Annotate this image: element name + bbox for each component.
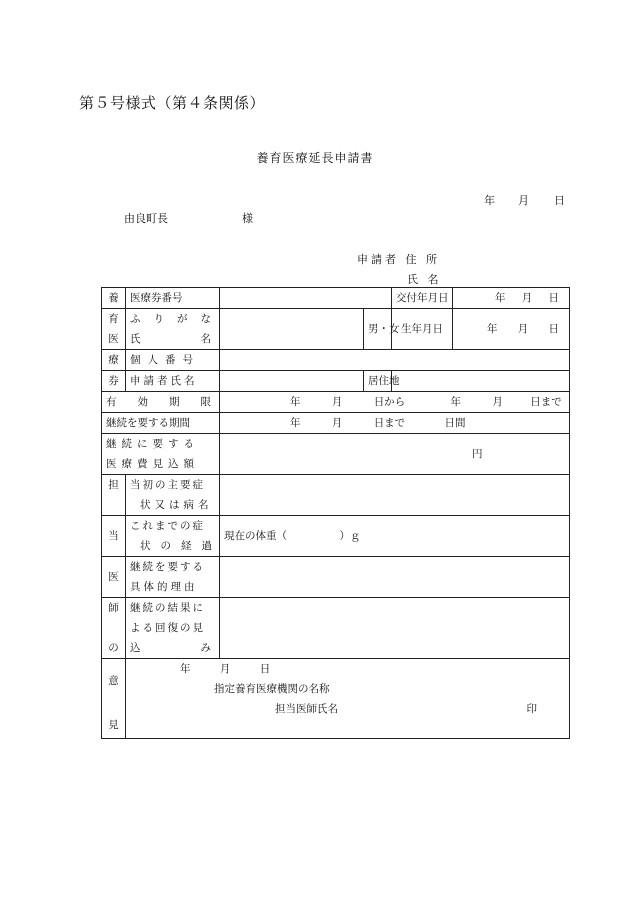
applicant-name-row-label: 申請者氏名	[126, 371, 220, 392]
progress-field[interactable]	[220, 516, 570, 557]
form-number: 第５号様式（第４条関係）	[79, 94, 266, 112]
honorific: 様	[242, 212, 253, 225]
validity-label: 有 効 期 限	[102, 392, 220, 413]
doctor-group-char-3: 医	[102, 557, 126, 598]
doctor-group-char-2: 当	[102, 516, 126, 557]
doctor-signature-field[interactable]: 年 月 日 指定養育医療機関の名称 担当医師氏名 印	[126, 659, 570, 739]
document-title: 養育医療延長申請書	[256, 151, 374, 165]
birthdate-label: 生年月日	[392, 309, 453, 350]
addressee: 由良町長	[124, 212, 168, 225]
institution-label: 指定養育医療機関の名称	[214, 683, 330, 695]
cost-estimate-field[interactable]: 円	[220, 434, 570, 475]
issue-day: 日	[548, 292, 559, 304]
applicant-address-label: 申請者 住 所	[357, 253, 440, 266]
card-group-char-4: 療	[102, 350, 126, 371]
issue-date-field[interactable]	[453, 288, 570, 309]
personal-number-label: 個人番号	[126, 350, 220, 371]
card-number-field[interactable]	[220, 288, 392, 309]
card-group-char-5: 券	[102, 371, 126, 392]
current-weight: 現在の体重（ ）ｇ	[224, 530, 361, 542]
applicant-name-label: 氏 名	[407, 273, 442, 286]
application-form-table	[101, 287, 570, 739]
name-field[interactable]	[220, 309, 364, 350]
issue-month: 月	[521, 292, 533, 304]
applicant-name-field[interactable]	[220, 371, 364, 392]
gender-field[interactable]: 男・女	[364, 309, 392, 350]
continuation-period-label: 継続を要する期間	[102, 413, 220, 434]
reason-field[interactable]	[220, 557, 570, 598]
outlook-label: 継続の結果に よる回復の見 込 み	[126, 598, 220, 659]
continuation-period-field[interactable]: 年 月 日まで 日間	[220, 413, 570, 434]
date-day: 日	[554, 194, 565, 207]
initial-symptoms-field[interactable]	[220, 475, 570, 516]
initial-symptoms-label: 当初の主要症 状又は病名	[126, 475, 220, 516]
date-month: 月	[518, 194, 529, 207]
doctor-name-label: 担当医師氏名	[275, 703, 338, 715]
progress-label: これまでの症 状の経過	[126, 516, 220, 557]
issue-year: 年	[495, 292, 506, 304]
validity-field[interactable]: 年 月 日から 年 月 日まで	[220, 392, 570, 413]
issue-date-label: 交付年月日	[392, 288, 453, 309]
reason-label: 継続を要する 具体的理由	[126, 557, 220, 598]
date-year: 年	[484, 194, 495, 207]
card-number-label: 医療券番号	[126, 288, 220, 309]
card-group-chars-2-3: 育 医	[102, 309, 126, 350]
cost-estimate-label: 継続に要する 医療費見込額	[102, 434, 220, 475]
doctor-group-chars-4-5: 師 の	[102, 598, 126, 659]
residence-field[interactable]	[392, 371, 570, 392]
doctor-group-char-1: 担	[102, 475, 126, 516]
birthdate-field[interactable]: 年 月 日	[453, 309, 570, 350]
personal-number-field[interactable]	[220, 350, 570, 371]
doctor-group-chars-6-7: 意 見	[102, 659, 126, 739]
outlook-field[interactable]	[220, 598, 570, 659]
card-group-char-1: 養	[102, 288, 126, 309]
furigana-name-label: ふ り が な 氏 名	[126, 309, 220, 350]
seal-mark: 印	[526, 703, 537, 715]
residence-label: 居住地	[364, 371, 392, 392]
